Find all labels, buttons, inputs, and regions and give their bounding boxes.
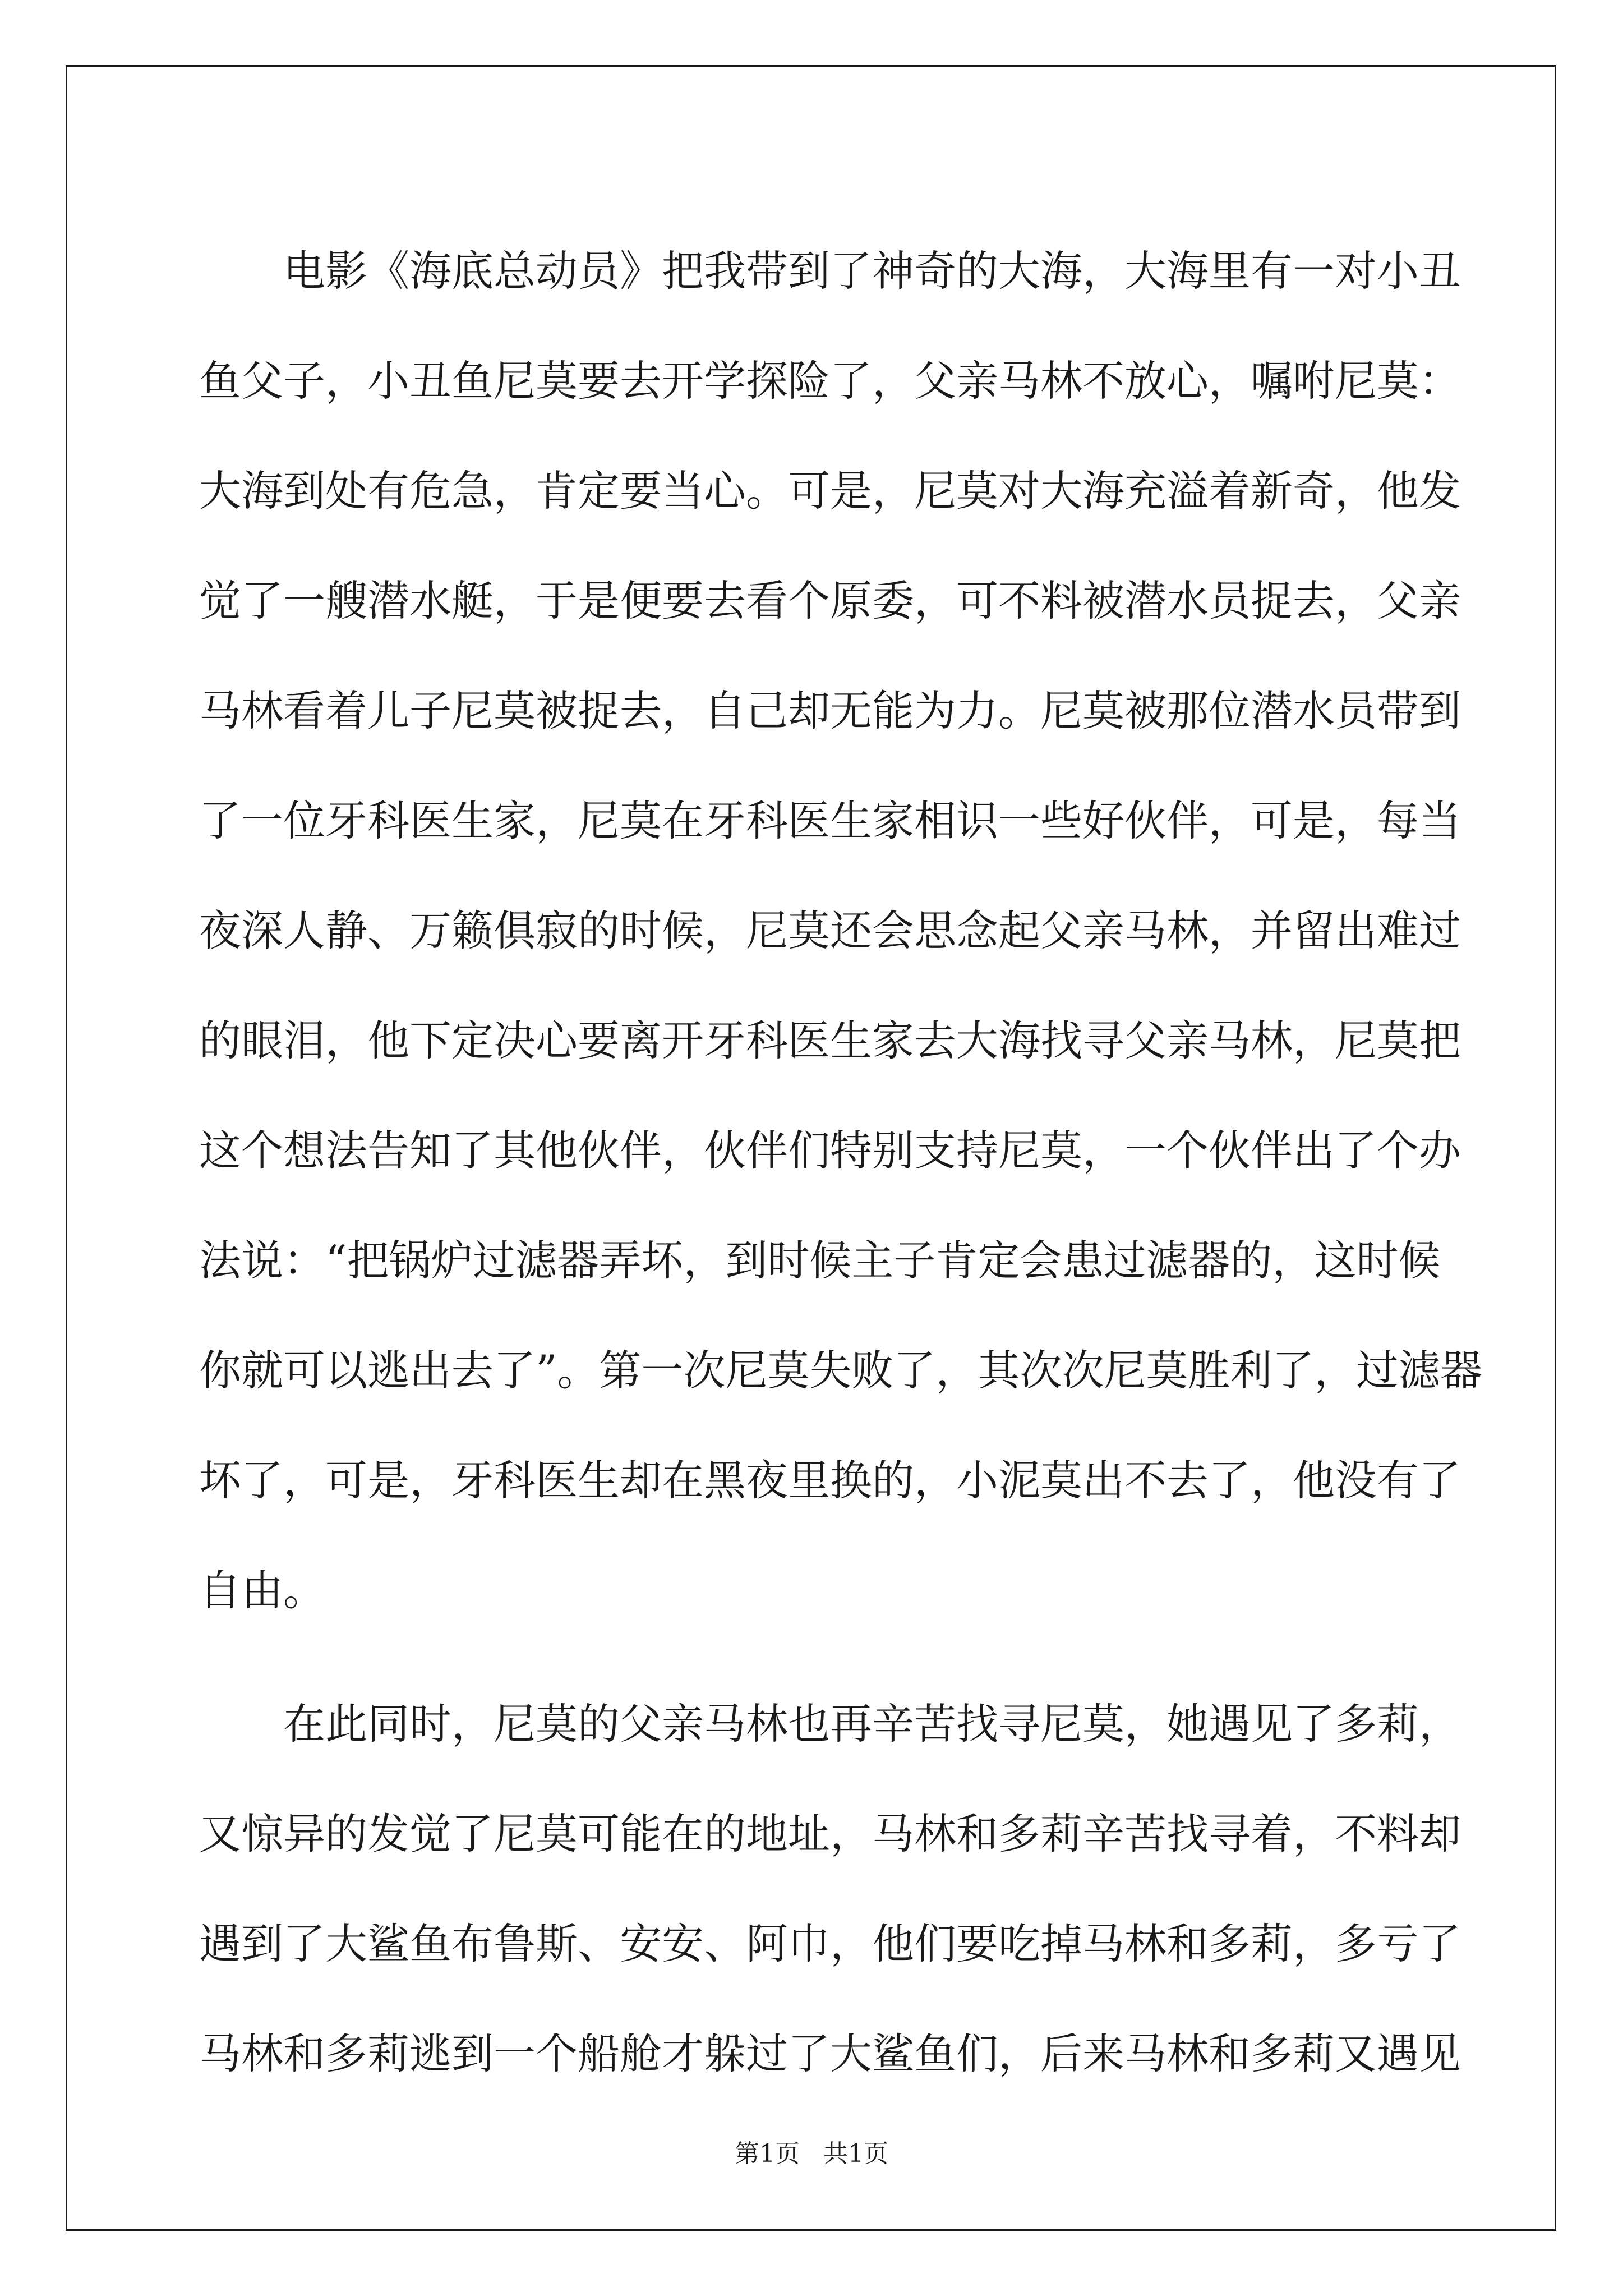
paragraph-1-line-4: 觉了一艘潜水艇，于是便要去看个原委，可不料被潜水员捉去，父亲: [199, 576, 1461, 625]
paragraph-2-line-3: 遇到了大鲨鱼布鲁斯、安安、阿巾，他们要吃掉马林和多莉，多亏了: [199, 1919, 1461, 1968]
paragraph-1-line-8: 的眼泪，他下定决心要离开牙科医生家去大海找寻父亲马林，尼莫把: [199, 1016, 1461, 1065]
paragraph-1-line-2: 鱼父子，小丑鱼尼莫要去开学探险了，父亲马林不放心，嘱咐尼莫：: [199, 356, 1461, 406]
paragraph-1-line-13: 自由。: [199, 1566, 326, 1615]
paragraph-1-line-5: 马林看着儿子尼莫被捉去，自己却无能为力。尼莫被那位潜水员带到: [199, 686, 1461, 735]
total-pages: 共1页: [823, 2139, 888, 2168]
paragraph-1-line-3: 大海到处有危急，肯定要当心。可是，尼莫对大海充溢着新奇，他发: [199, 466, 1461, 516]
page-number: 第1页: [735, 2139, 800, 2168]
paragraph-1-line-1: 电影《海底总动员》把我带到了神奇的大海，大海里有一对小丑: [283, 246, 1461, 296]
page-footer: [0, 2133, 1623, 2169]
paragraph-1-line-6: 了一位牙科医生家，尼莫在牙科医生家相识一些好伙伴，可是，每当: [199, 796, 1461, 845]
paragraph-2-line-4: 马林和多莉逃到一个船舱才躲过了大鲨鱼们，后来马林和多莉又遇见: [199, 2029, 1461, 2078]
paragraph-2-line-1: 在此同时，尼莫的父亲马林也再辛苦找寻尼莫，她遇见了多莉，: [283, 1699, 1461, 1749]
paragraph-1-line-9: 这个想法告知了其他伙伴，伙伴们特别支持尼莫，一个伙伴出了个办: [199, 1126, 1461, 1175]
paragraph-gap: [199, 1645, 1433, 1669]
paragraph-1-line-7: 夜深人静、万籁俱寂的时候，尼莫还会思念起父亲马林，并留出难过: [199, 906, 1461, 955]
paragraph-1-line-11: 你就可以逃出去了”。第一次尼莫失败了，其次次尼莫胜利了，过滤器: [199, 1346, 1483, 1395]
paragraph-1-line-10: 法说：“把锅炉过滤器弄坏，到时候主子肯定会患过滤器的，这时候: [199, 1236, 1441, 1285]
paragraph-1-line-12: 坏了，可是，牙科医生却在黑夜里换的，小泥莫出不去了，他没有了: [199, 1456, 1461, 1505]
paragraph-2-line-2: 又惊异的发觉了尼莫可能在的地址，马林和多莉辛苦找寻着，不料却: [199, 1809, 1461, 1858]
document-body: [199, 216, 1483, 2109]
